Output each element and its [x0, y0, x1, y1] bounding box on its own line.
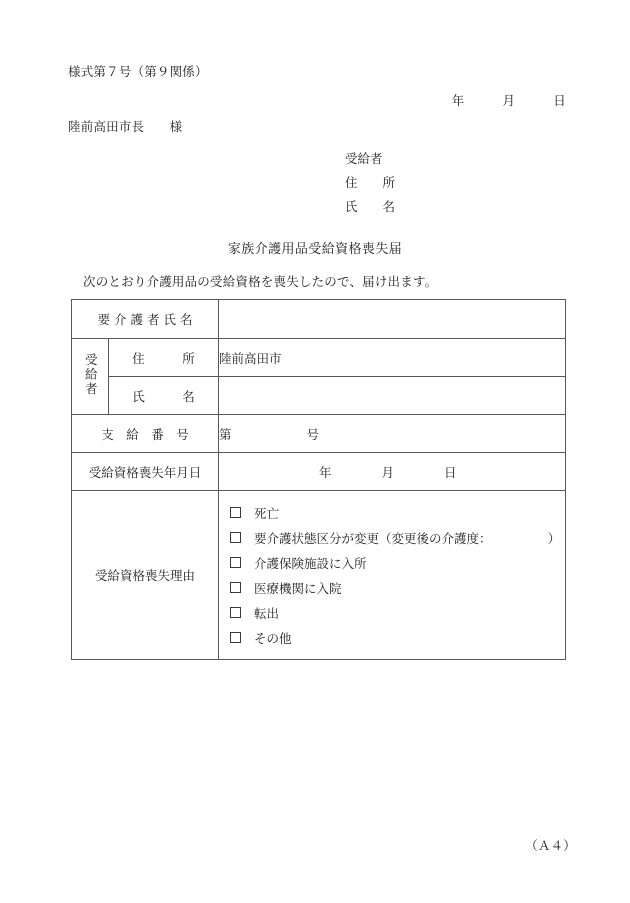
- care-recipient-name-value[interactable]: [219, 300, 566, 339]
- recipient-name-label: 氏 名: [109, 377, 219, 415]
- recipient-heading: 受給者: [345, 151, 383, 166]
- addressee-line: 陸前高田市長 様: [68, 119, 183, 134]
- list-item[interactable]: [228, 575, 565, 600]
- reason-option-label: 転出: [254, 605, 280, 621]
- recipient-name-value[interactable]: [219, 377, 566, 415]
- reason-options-cell: [219, 491, 566, 660]
- reason-option-label: 医療機関に入院: [254, 580, 342, 596]
- paper-size-note: （Ａ４）: [525, 838, 576, 853]
- list-item[interactable]: [228, 625, 565, 650]
- reason-option-label: 要介護状態区分が変更（変更後の介護度： ）: [254, 530, 561, 546]
- reason-checkbox-list: [219, 491, 565, 659]
- table-row: [72, 415, 566, 453]
- table-row: [72, 339, 566, 377]
- checkbox-icon[interactable]: [230, 632, 241, 643]
- reason-option-label: 死亡: [254, 505, 280, 521]
- table-row: [72, 300, 566, 339]
- reason-option-label: 介護保険施設に入所: [254, 555, 367, 571]
- date-entry-line: 年 月 日: [451, 93, 566, 108]
- care-recipient-name-label: 要 介 護 者 氏 名: [72, 300, 219, 339]
- table-row: [72, 377, 566, 415]
- list-item[interactable]: [228, 500, 565, 525]
- table-row: [72, 453, 566, 491]
- list-item[interactable]: [228, 600, 565, 625]
- lead-sentence: 次のとおり介護用品の受給資格を喪失したので、届け出ます。: [83, 274, 438, 289]
- recipient-address-label: 住 所: [109, 339, 219, 377]
- list-item[interactable]: [228, 550, 565, 575]
- form-number: 様式第７号（第９関係）: [68, 64, 208, 79]
- recipient-address-label: 住 所: [345, 175, 396, 190]
- checkbox-icon[interactable]: [230, 507, 241, 518]
- loss-date-value[interactable]: 年 月 日: [219, 453, 566, 491]
- recipient-signature-block: [345, 147, 395, 219]
- payment-number-label: 支 給 番 号: [72, 415, 219, 453]
- table-row: [72, 491, 566, 660]
- list-item[interactable]: [228, 525, 565, 550]
- recipient-name-label: 氏 名: [345, 199, 396, 214]
- payment-number-value[interactable]: 第 号: [219, 415, 566, 453]
- recipient-group-label: 受給者: [72, 339, 109, 415]
- recipient-address-value[interactable]: 陸前高田市: [219, 339, 566, 377]
- checkbox-icon[interactable]: [230, 582, 241, 593]
- checkbox-icon[interactable]: [230, 607, 241, 618]
- loss-date-label: 受給資格喪失年月日: [72, 453, 219, 491]
- checkbox-icon[interactable]: [230, 532, 241, 543]
- declaration-table: [71, 299, 566, 660]
- reason-label: 受給資格喪失理由: [72, 491, 219, 660]
- checkbox-icon[interactable]: [230, 557, 241, 568]
- page-title: 家族介護用品受給資格喪失届: [227, 242, 403, 257]
- reason-option-label: その他: [254, 630, 292, 646]
